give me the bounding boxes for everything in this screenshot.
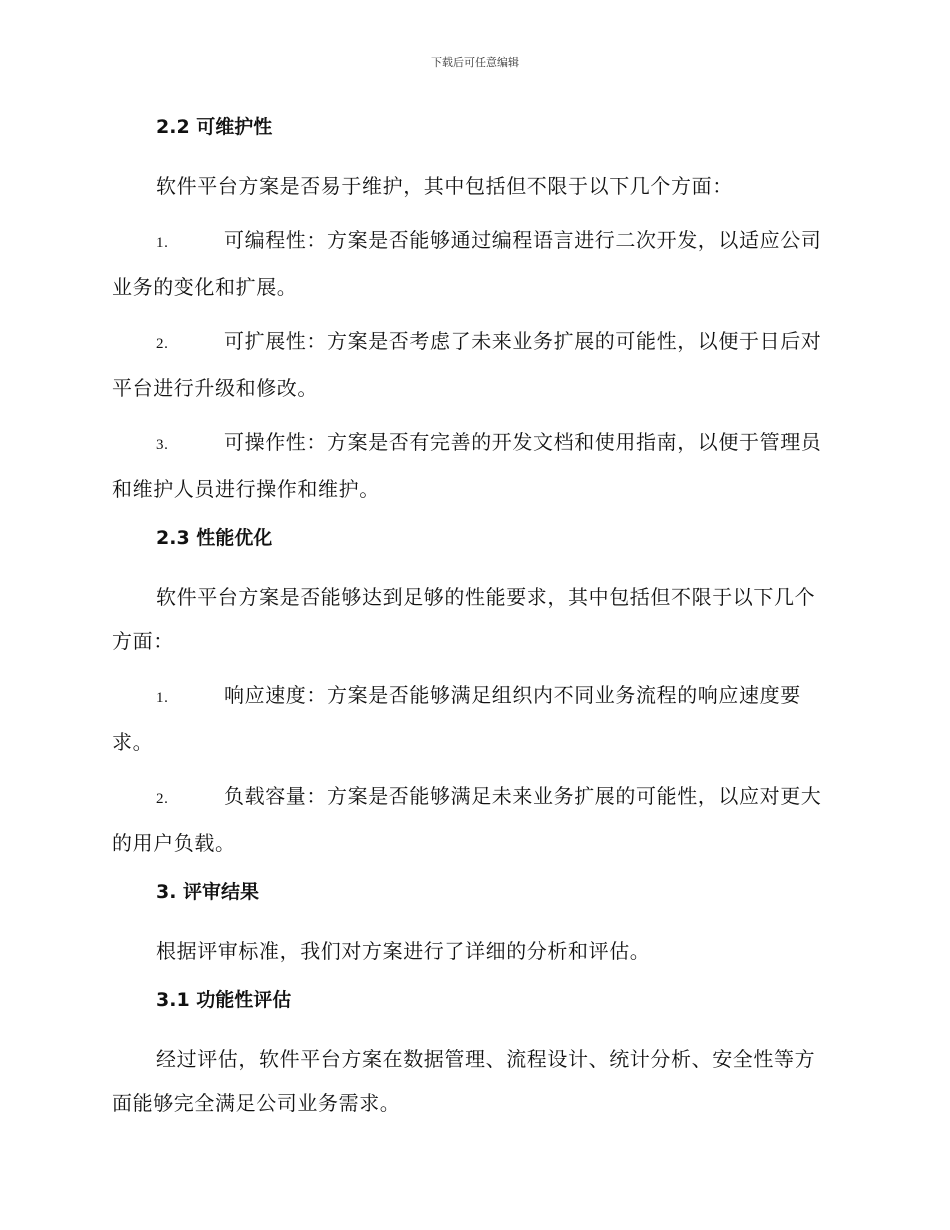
section-performance — [112, 521, 834, 865]
list-text: 可操作性：方案是否有完善的开发文档和使用指南，以便于管理员和维护人员进行操作和维护。 — [112, 430, 822, 501]
section-heading: 2.2 可维护性 — [156, 116, 273, 138]
list-number: 3. — [156, 437, 169, 453]
section-functional-evaluation — [112, 983, 834, 1125]
document-body — [112, 110, 834, 1135]
list-item — [112, 319, 834, 410]
list-text: 可编程性：方案是否能够通过编程语言进行二次开发，以适应公司业务的变化和扩展。 — [112, 228, 822, 299]
page-header: 下载后可任意编辑 — [431, 56, 519, 69]
section-heading: 3.1 功能性评估 — [156, 989, 292, 1011]
section-intro: 根据评审标准，我们对方案进行了详细的分析和评估。 — [156, 939, 651, 963]
list-number: 1. — [156, 235, 169, 251]
list-item — [112, 420, 834, 511]
section-maintainability — [112, 110, 834, 511]
list-item — [112, 673, 834, 764]
section-heading: 2.3 性能优化 — [156, 527, 273, 549]
section-review-results — [112, 875, 834, 973]
list-item — [112, 218, 834, 309]
section-intro: 软件平台方案是否能够达到足够的性能要求，其中包括但不限于以下几个方面： — [112, 585, 816, 653]
section-heading: 3. 评审结果 — [156, 881, 260, 903]
list-text: 可扩展性：方案是否考虑了未来业务扩展的可能性，以便于日后对平台进行升级和修改。 — [112, 329, 822, 400]
section-intro: 软件平台方案是否易于维护，其中包括但不限于以下几个方面： — [156, 174, 733, 198]
list-text: 负载容量：方案是否能够满足未来业务扩展的可能性，以应对更大的用户负载。 — [112, 784, 822, 855]
list-item — [112, 774, 834, 865]
list-number: 1. — [156, 690, 169, 706]
section-intro: 经过评估，软件平台方案在数据管理、流程设计、统计分析、安全性等方面能够完全满足公司业务需求。 — [112, 1047, 816, 1115]
list-text: 响应速度：方案是否能够满足组织内不同业务流程的响应速度要求。 — [112, 683, 801, 754]
list-number: 2. — [156, 791, 169, 807]
list-number: 2. — [156, 336, 169, 352]
